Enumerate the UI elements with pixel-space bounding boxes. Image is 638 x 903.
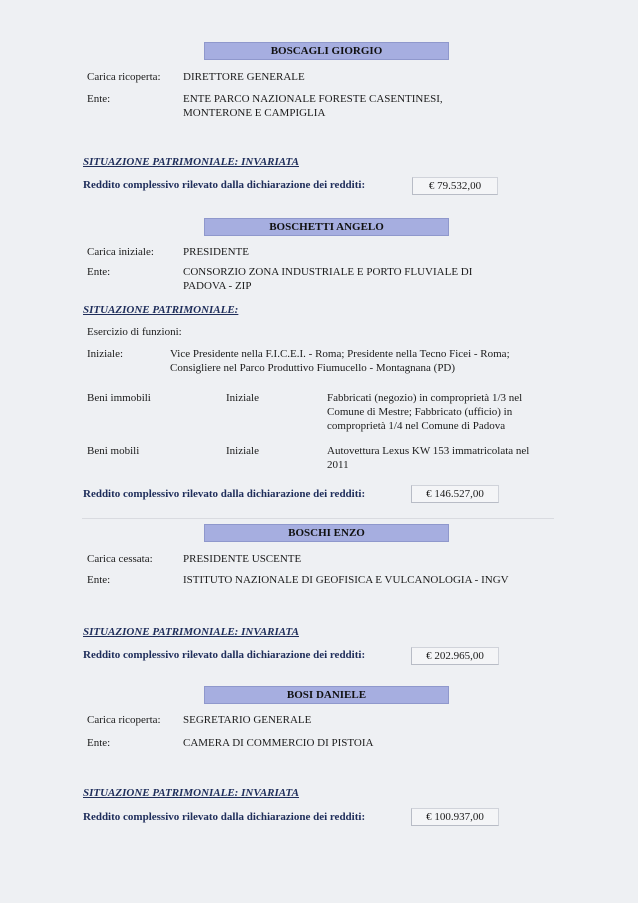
property-desc-line2: Comune di Mestre; Fabbricato (ufficio) in — [327, 406, 513, 418]
ente-value-line1: CONSORZIO ZONA INDUSTRIALE E PORTO FLUVIALE DI — [183, 266, 473, 278]
income-amount: € 202.965,00 — [411, 647, 499, 665]
movables-desc-line1: Autovettura Lexus KW 153 immatricolata nel — [327, 445, 530, 457]
movables-desc-line2: 2011 — [327, 459, 349, 471]
ente-value-line2: PADOVA - ZIP — [183, 280, 252, 292]
ente-value-line2: MONTERONE E CAMPIGLIA — [183, 107, 326, 119]
role-value: PRESIDENTE — [183, 246, 249, 258]
ente-label: Ente: — [87, 737, 111, 749]
section-divider — [82, 518, 554, 519]
name-header-boschi: BOSCHI ENZO — [204, 524, 449, 542]
ente-label: Ente: — [87, 574, 111, 586]
income-amount: € 100.937,00 — [411, 808, 499, 826]
role-value: SEGRETARIO GENERALE — [183, 714, 312, 726]
income-label: Reddito complessivo rilevato dalla dichiarazione dei redditi: — [83, 649, 366, 661]
movables-label: Beni mobili — [87, 445, 140, 457]
ente-label: Ente: — [87, 93, 111, 105]
patrimonial-situation: SITUAZIONE PATRIMONIALE: INVARIATA — [83, 156, 299, 168]
role-label: Carica ricoperta: — [87, 71, 161, 83]
patrimonial-situation: SITUAZIONE PATRIMONIALE: INVARIATA — [83, 787, 299, 799]
income-amount: € 146.527,00 — [411, 485, 499, 503]
ente-value-line1: CAMERA DI COMMERCIO DI PISTOIA — [183, 737, 374, 749]
patrimonial-situation: SITUAZIONE PATRIMONIALE: INVARIATA — [83, 626, 299, 638]
property-status: Iniziale — [226, 392, 259, 404]
ente-value-line1: ENTE PARCO NAZIONALE FORESTE CASENTINESI, — [183, 93, 443, 105]
initial-functions-line2: Consigliere nel Parco Produttivo Fiumucello - Montagnana (PD) — [170, 362, 456, 374]
patrimonial-situation: SITUAZIONE PATRIMONIALE: — [83, 304, 239, 316]
role-value: PRESIDENTE USCENTE — [183, 553, 302, 565]
income-amount: € 79.532,00 — [412, 177, 498, 195]
movables-status: Iniziale — [226, 445, 259, 457]
initial-label: Iniziale: — [87, 348, 124, 360]
name-header-boschetti: BOSCHETTI ANGELO — [204, 218, 449, 236]
role-value: DIRETTORE GENERALE — [183, 71, 305, 83]
income-label: Reddito complessivo rilevato dalla dichiarazione dei redditi: — [83, 811, 366, 823]
initial-functions-line1: Vice Presidente nella F.I.C.E.I. - Roma; Presidente nella Tecno Ficei - Roma; — [170, 348, 510, 360]
ente-label: Ente: — [87, 266, 111, 278]
role-label: Carica ricoperta: — [87, 714, 161, 726]
income-label: Reddito complessivo rilevato dalla dichiarazione dei redditi: — [83, 179, 366, 191]
property-desc-line1: Fabbricati (negozio) in comproprietà 1/3 nel — [327, 392, 523, 404]
role-label: Carica iniziale: — [87, 246, 154, 258]
role-label: Carica cessata: — [87, 553, 153, 565]
name-header-bosi: BOSI DANIELE — [204, 686, 449, 704]
property-label: Beni immobili — [87, 392, 151, 404]
functions-label: Esercizio di funzioni: — [87, 326, 182, 338]
property-desc-line3: comproprietà 1/4 nel Comune di Padova — [327, 420, 506, 432]
name-header-boscagli: BOSCAGLI GIORGIO — [204, 42, 449, 60]
ente-value-line1: ISTITUTO NAZIONALE DI GEOFISICA E VULCANOLOGIA - INGV — [183, 574, 509, 586]
income-label: Reddito complessivo rilevato dalla dichiarazione dei redditi: — [83, 488, 366, 500]
